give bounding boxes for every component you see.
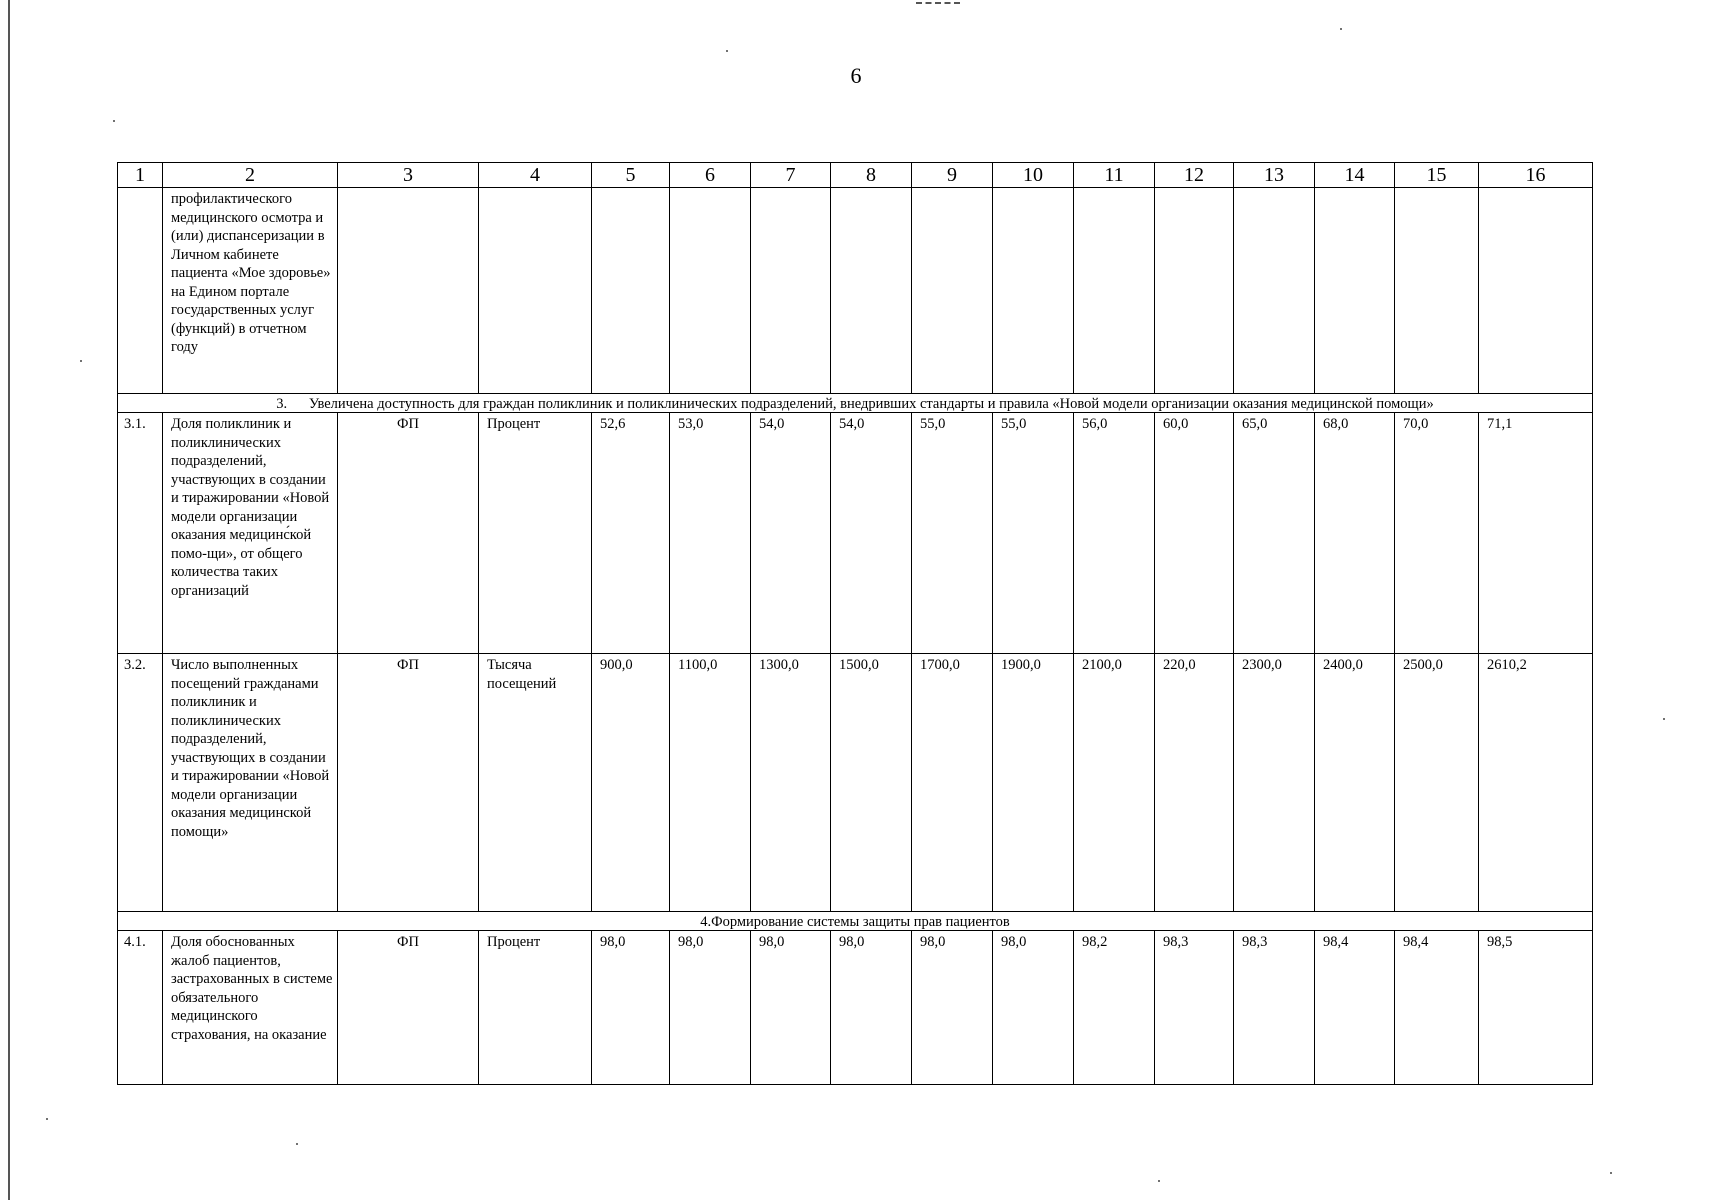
- value-cell: 1500,0: [831, 654, 912, 912]
- type-cell: ФП: [338, 654, 479, 912]
- value-cell: [1479, 188, 1593, 394]
- column-header: 9: [912, 163, 993, 188]
- value-cell: 900,0: [592, 654, 670, 912]
- column-header: 1: [118, 163, 163, 188]
- value-cell: 54,0: [751, 413, 831, 654]
- value-cell: 1900,0: [993, 654, 1074, 912]
- value-cell: [831, 188, 912, 394]
- value-cell: 1100,0: [670, 654, 751, 912]
- column-header: 16: [1479, 163, 1593, 188]
- value-cell: 52,6: [592, 413, 670, 654]
- row-number-cell: [118, 188, 163, 394]
- column-header: 6: [670, 163, 751, 188]
- value-cell: 60,0: [1155, 413, 1234, 654]
- column-header: 14: [1315, 163, 1395, 188]
- scan-left-edge: [8, 0, 10, 1200]
- value-cell: 56,0: [1074, 413, 1155, 654]
- row-number-cell: 4.1.: [118, 931, 163, 1085]
- row-number-cell: 3.1.: [118, 413, 163, 654]
- value-cell: 53,0: [670, 413, 751, 654]
- column-header: 3: [338, 163, 479, 188]
- page-number: 6: [850, 63, 862, 88]
- value-cell: [751, 188, 831, 394]
- value-cell: 68,0: [1315, 413, 1395, 654]
- scan-speck: [46, 1118, 48, 1120]
- unit-cell: Тысяча посещений: [479, 654, 592, 912]
- value-cell: [670, 188, 751, 394]
- value-cell: 2400,0: [1315, 654, 1395, 912]
- column-header: 5: [592, 163, 670, 188]
- scan-speck: [1158, 1180, 1160, 1182]
- column-header: 10: [993, 163, 1074, 188]
- value-cell: 98,4: [1315, 931, 1395, 1085]
- value-cell: 2300,0: [1234, 654, 1315, 912]
- indicator-cell: Число выполненных посещений гражданами поликлиник и поликлинических подразделений, участвующих в создании и тиражировании «Новой модели организации оказания медицинской помощи»: [163, 654, 338, 912]
- value-cell: 55,0: [912, 413, 993, 654]
- value-cell: [479, 188, 592, 394]
- value-cell: [1395, 188, 1479, 394]
- value-cell: 98,5: [1479, 931, 1593, 1085]
- value-cell: 2100,0: [1074, 654, 1155, 912]
- value-cell: 1300,0: [751, 654, 831, 912]
- value-cell: 98,3: [1234, 931, 1315, 1085]
- column-header: 8: [831, 163, 912, 188]
- column-header: 12: [1155, 163, 1234, 188]
- type-cell: ФП: [338, 931, 479, 1085]
- column-header: 2: [163, 163, 338, 188]
- value-cell: 98,0: [592, 931, 670, 1085]
- column-header: 4: [479, 163, 592, 188]
- table-row: [118, 654, 1593, 912]
- indicator-cell: Доля обоснованных жалоб пациентов, застрахованных в системе обязательного медицинского страхования, на оказание: [163, 931, 338, 1085]
- scan-speck: [80, 360, 82, 362]
- scan-speck: [726, 50, 728, 52]
- value-cell: 98,3: [1155, 931, 1234, 1085]
- indicator-cell: профилактического медицинского осмотра и (или) диспансеризации в Личном кабинете пациента «Мое здоровье» на Едином портале государственных услуг (функций) в отчетном году: [163, 188, 338, 394]
- value-cell: 65,0: [1234, 413, 1315, 654]
- table-row: [118, 188, 1593, 394]
- column-header: 15: [1395, 163, 1479, 188]
- value-cell: 1700,0: [912, 654, 993, 912]
- value-cell: 70,0: [1395, 413, 1479, 654]
- value-cell: 98,0: [912, 931, 993, 1085]
- value-cell: 2610,2: [1479, 654, 1593, 912]
- value-cell: 98,0: [670, 931, 751, 1085]
- type-cell: ФП: [338, 413, 479, 654]
- column-header: 7: [751, 163, 831, 188]
- value-cell: [993, 188, 1074, 394]
- section-header-row: [118, 912, 1593, 931]
- section-header-row: [118, 394, 1593, 413]
- scan-top-mark: [916, 2, 960, 6]
- value-cell: 98,0: [993, 931, 1074, 1085]
- section-title: [118, 394, 1593, 413]
- scan-speck: [1340, 28, 1342, 30]
- scan-speck: [1610, 1172, 1612, 1174]
- column-header: 11: [1074, 163, 1155, 188]
- value-cell: 54,0: [831, 413, 912, 654]
- value-cell: [1074, 188, 1155, 394]
- section-title: 4.Формирование системы защиты прав пациентов: [118, 912, 1593, 931]
- scan-speck: [113, 120, 115, 122]
- value-cell: [1234, 188, 1315, 394]
- column-header: 13: [1234, 163, 1315, 188]
- value-cell: [1155, 188, 1234, 394]
- value-cell: 98,2: [1074, 931, 1155, 1085]
- value-cell: 98,0: [831, 931, 912, 1085]
- section-number: 3.: [276, 396, 288, 412]
- value-cell: 98,0: [751, 931, 831, 1085]
- table-row: [118, 413, 1593, 654]
- value-cell: 2500,0: [1395, 654, 1479, 912]
- table-row: [118, 931, 1593, 1085]
- scan-speck: [296, 1143, 298, 1145]
- scan-speck: [1663, 718, 1665, 720]
- unit-cell: Процент: [479, 931, 592, 1085]
- indicator-cell: Доля поликлиник и поликлинических подразделений, участвующих в создании и тиражировании «Новой модели организации оказания медицинс́кой помо-щи», от общего количества таких организаций: [163, 413, 338, 654]
- value-cell: [1315, 188, 1395, 394]
- value-cell: 71,1: [1479, 413, 1593, 654]
- value-cell: [338, 188, 479, 394]
- value-cell: 98,4: [1395, 931, 1479, 1085]
- indicators-table: [117, 162, 1593, 1085]
- value-cell: [912, 188, 993, 394]
- unit-cell: Процент: [479, 413, 592, 654]
- column-number-row: [118, 163, 1593, 188]
- section-title-text: Увеличена доступность для граждан поликлиник и поликлинических подразделений, внедривших стандарты и правила «Новой модели организации оказания медицинской помощи»: [308, 396, 1434, 412]
- value-cell: 220,0: [1155, 654, 1234, 912]
- value-cell: 55,0: [993, 413, 1074, 654]
- value-cell: [592, 188, 670, 394]
- row-number-cell: 3.2.: [118, 654, 163, 912]
